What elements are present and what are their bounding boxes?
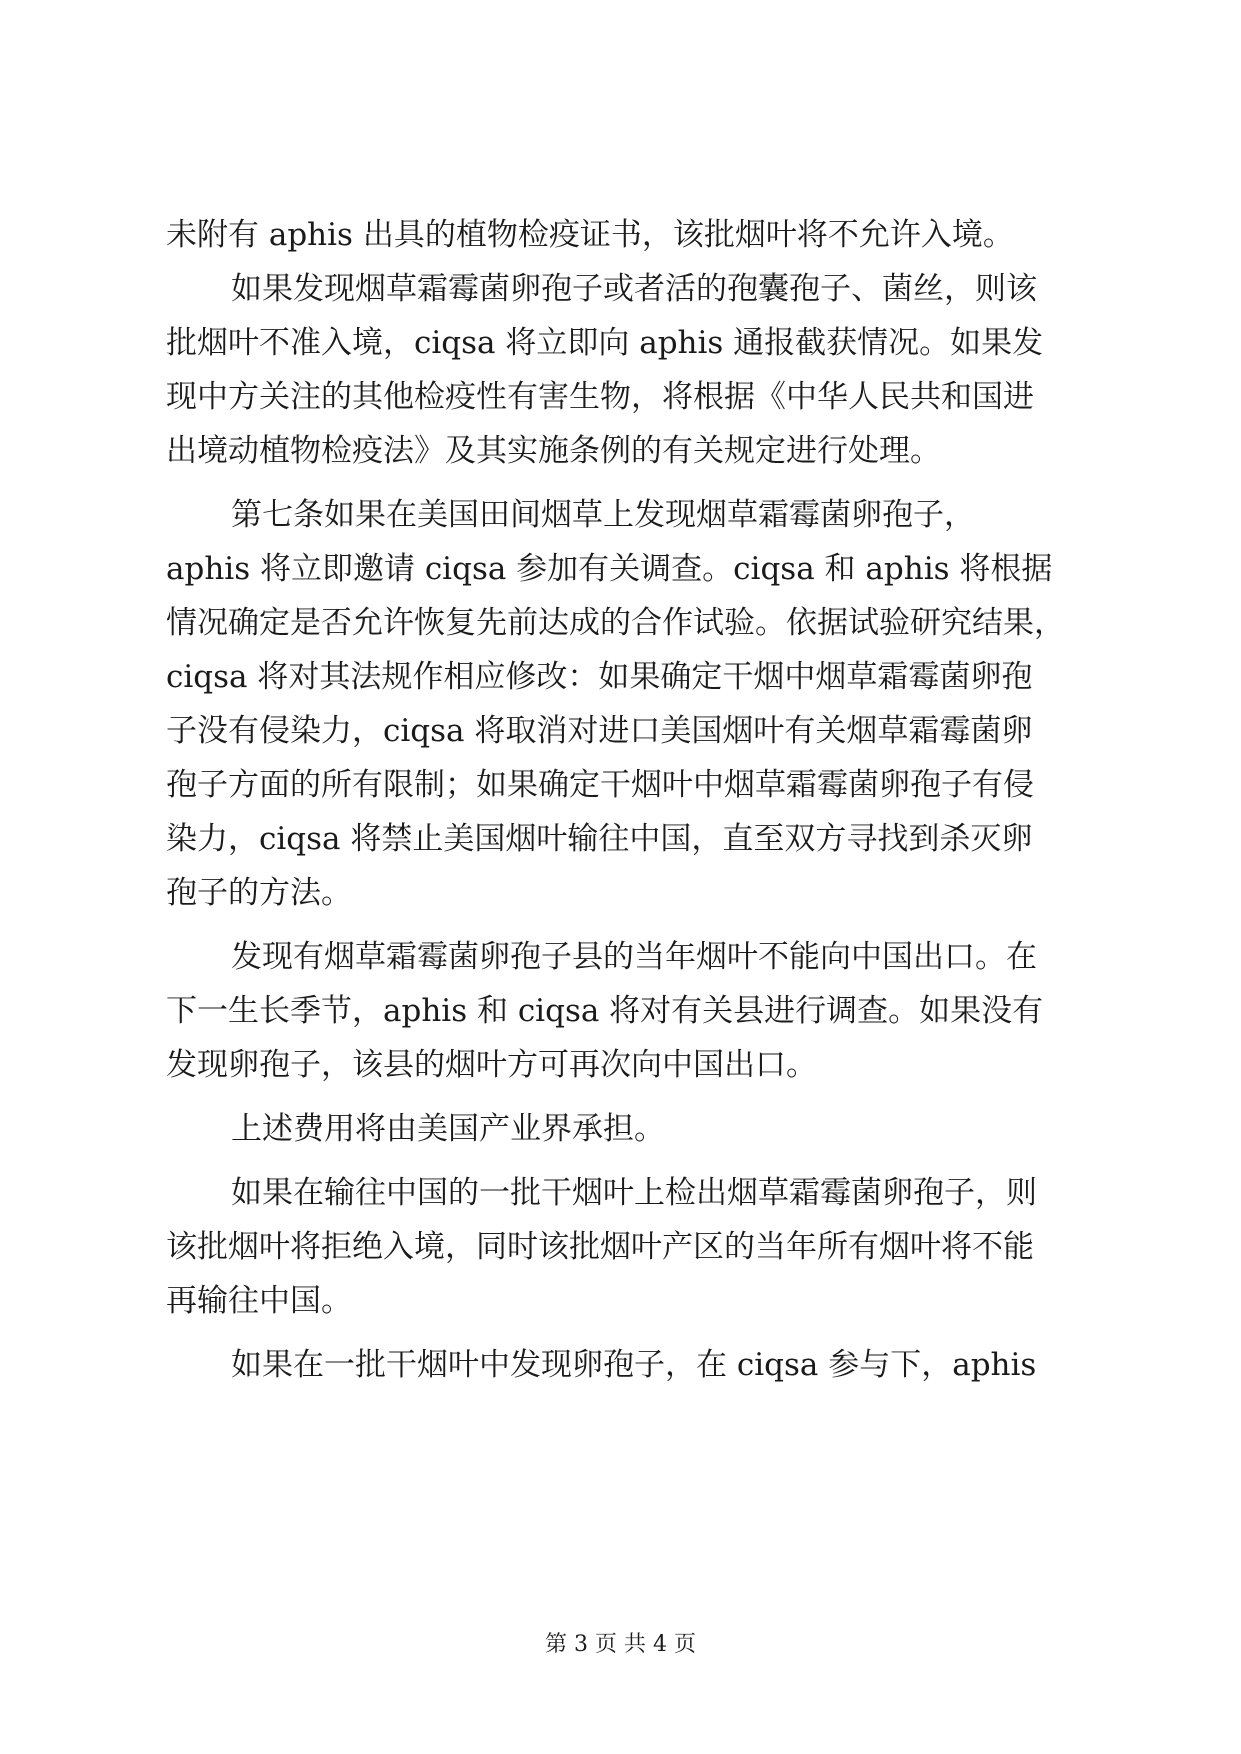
- text-line: 如果在一批干烟叶中发现卵孢子，在 ciqsa 参与下，aphis: [231, 1347, 1037, 1383]
- text-line: 染力，ciqsa 将禁止美国烟叶输往中国，直至双方寻找到杀灭卵: [166, 821, 1033, 857]
- text-line: 下一生长季节，aphis 和 ciqsa 将对有关县进行调查。如果没有: [166, 993, 1044, 1029]
- text-line: 子没有侵染力，ciqsa 将取消对进口美国烟叶有关烟草霜霉菌卵: [166, 713, 1033, 749]
- text-line: 批烟叶不准入境，ciqsa 将立即向 aphis 通报截获情况。如果发: [166, 325, 1044, 361]
- text-line: 情况确定是否允许恢复先前达成的合作试验。依据试验研究结果，: [166, 605, 1065, 641]
- text-line: 孢子的方法。: [166, 875, 352, 911]
- text-line: 如果在输往中国的一批干烟叶上检出烟草霜霉菌卵孢子，则: [231, 1175, 1037, 1211]
- text-line: 发现有烟草霜霉菌卵孢子县的当年烟叶不能向中国出口。在: [231, 939, 1037, 975]
- text-line: 再输往中国。: [166, 1283, 352, 1319]
- text-line: 未附有 aphis 出具的植物检疫证书，该批烟叶将不允许入境。: [166, 217, 1014, 253]
- text-line: 孢子方面的所有限制；如果确定干烟叶中烟草霜霉菌卵孢子有侵: [166, 767, 1034, 803]
- text-line: 上述费用将由美国产业界承担。: [231, 1111, 665, 1147]
- text-line: 出境动植物检疫法》及其实施条例的有关规定进行处理。: [166, 433, 941, 469]
- text-line: ciqsa 将对其法规作相应修改：如果确定干烟中烟草霜霉菌卵孢: [166, 659, 1033, 695]
- text-line: 第七条如果在美国田间烟草上发现烟草霜霉菌卵孢子，: [231, 497, 975, 533]
- text-line: 该批烟叶将拒绝入境，同时该批烟叶产区的当年所有烟叶将不能: [166, 1229, 1034, 1265]
- text-line: 如果发现烟草霜霉菌卵孢子或者活的孢囊孢子、菌丝，则该: [231, 271, 1037, 307]
- text-line: aphis 将立即邀请 ciqsa 参加有关调查。ciqsa 和 aphis 将根据: [166, 551, 1053, 587]
- text-line: 现中方关注的其他检疫性有害生物，将根据《中华人民共和国进: [166, 379, 1034, 415]
- text-line: 发现卵孢子，该县的烟叶方可再次向中国出口。: [166, 1047, 817, 1083]
- page-number: 第 3 页 共 4 页: [545, 1632, 696, 1657]
